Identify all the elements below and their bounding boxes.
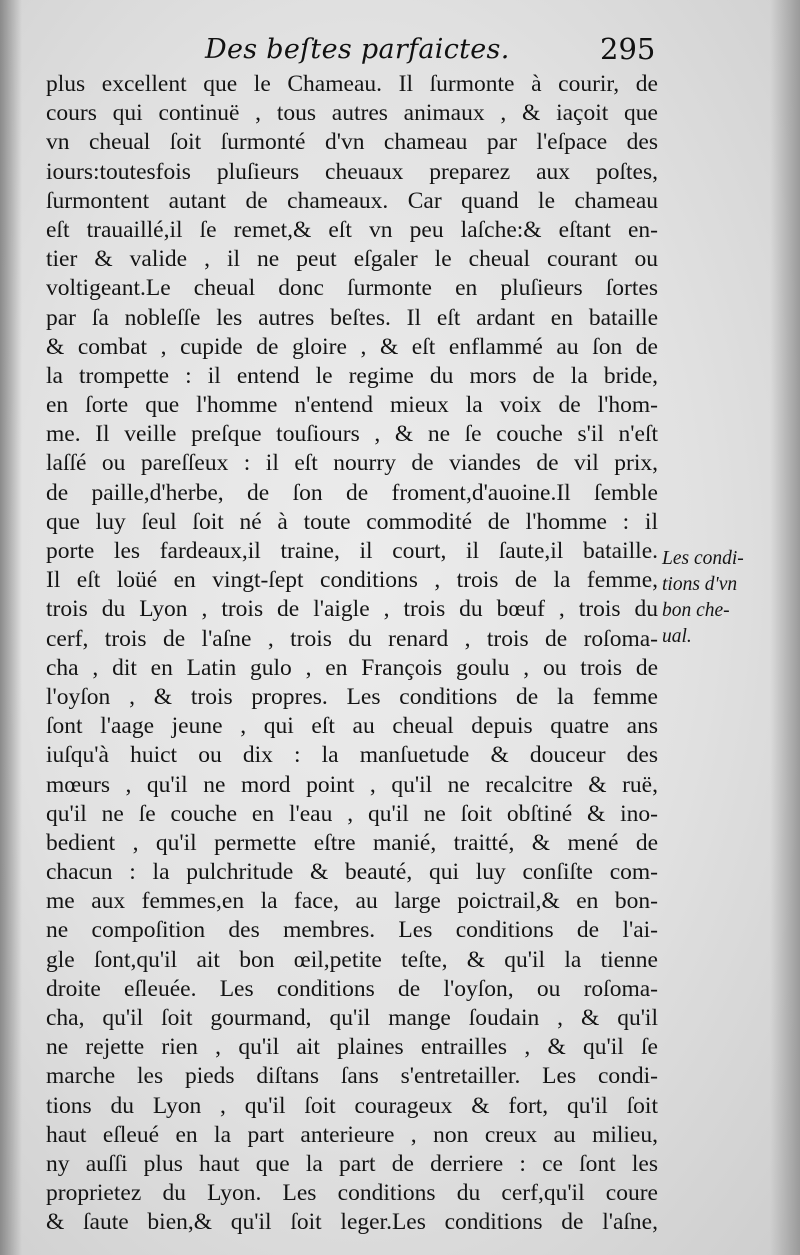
- text-line: cha , dit en Latin gulo , en François goulu , ou trois de: [46, 654, 658, 681]
- margin-note: [662, 546, 772, 650]
- text-line: haut eſleué en la part anterieure , non creux au milieu,: [46, 1121, 658, 1148]
- text-line: ne rejette rien , qu'il ait plaines entrailles , & qu'il ſe: [46, 1034, 658, 1061]
- text-line: que luy ſeul ſoit né à toute commodité de l'homme : il: [46, 508, 658, 535]
- text-line: ny auſſi plus haut que la part de derriere : ce ſont les: [46, 1150, 658, 1177]
- text-line: voltigeant.Le cheual donc ſurmonte en pluſieurs ſortes: [46, 275, 658, 302]
- text-line: de paille,d'herbe, de ſon de froment,d'auoine.Il ſemble: [46, 479, 658, 506]
- text-line: porte les fardeaux,il traine, il court, il ſaute,il bataille.: [46, 538, 658, 564]
- text-line: iuſqu'à huict ou dix : la manſuetude & douceur des: [46, 742, 658, 769]
- page-number: 295: [600, 32, 656, 66]
- text-line: ſurmontent autant de chameaux. Car quand le chameau: [46, 187, 658, 214]
- text-line: & combat , cupide de gloire , & eſt enflammé au ſon de: [46, 333, 658, 360]
- text-line: eſt trauaillé,il ſe remet,& eſt vn peu laſche:& eſtant en-: [46, 216, 658, 243]
- text-line: droite eſleuée. Les conditions de l'oyſon, ou roſoma-: [46, 975, 658, 1002]
- margin-note-line: ual.: [662, 626, 692, 647]
- text-line: la trompette : il entend le regime du mors de la bride,: [46, 362, 658, 389]
- text-line: plus excellent que le Chameau. Il ſurmonte à courir, de: [46, 71, 658, 97]
- text-line: me. Il veille preſque touſiours , & ne ſe couche s'il n'eſt: [46, 421, 658, 448]
- text-line: ſont l'aage jeune , qui eſt au cheual depuis quatre ans: [46, 713, 658, 740]
- text-line: en ſorte que l'homme n'entend mieux la voix de l'hom-: [46, 392, 658, 419]
- text-line: cours qui continuë , tous autres animaux , & iaçoit que: [46, 100, 658, 127]
- text-line: par ſa nobleſſe les autres beſtes. Il eſt ardant en bataille: [46, 304, 658, 331]
- running-title: Des beſtes parfaictes.: [205, 34, 510, 65]
- text-line: laſſé ou pareſſeux : il eſt nourry de viandes de vil prix,: [46, 450, 658, 477]
- text-line: qu'il ne ſe couche en l'eau , qu'il ne ſoit obſtiné & ino-: [46, 800, 658, 827]
- margin-note-line: bon che-: [662, 600, 730, 621]
- text-line: tions du Lyon , qu'il ſoit courageux & fort, qu'il ſoit: [46, 1092, 658, 1119]
- text-line: cerf, trois de l'aſne , trois du renard , trois de roſoma-: [46, 625, 658, 652]
- text-line: marche les pieds diſtans ſans s'entretailler. Les condi-: [46, 1063, 658, 1090]
- text-line: l'oyſon , & trois propres. Les conditions de la femme: [46, 683, 658, 710]
- text-line: tier & valide , il ne peut eſgaler le cheual courant ou: [46, 246, 658, 273]
- text-line: Il eſt loüé en vingt-ſept conditions , trois de la femme,: [46, 567, 658, 594]
- text-line: & ſaute bien,& qu'il ſoit leger.Les conditions de l'aſne,: [46, 1209, 658, 1236]
- body-text: [46, 70, 658, 1238]
- text-line: mœurs , qu'il ne mord point , qu'il ne recalcitre & ruë,: [46, 771, 658, 798]
- text-line: cha, qu'il ſoit gourmand, qu'il mange ſoudain , & qu'il: [46, 1005, 658, 1031]
- text-line: trois du Lyon , trois de l'aigle , trois du bœuf , trois du: [46, 596, 658, 623]
- text-line: iours:toutesfois pluſieurs cheuaux preparez aux poſtes,: [46, 158, 658, 185]
- text-line: vn cheual ſoit ſurmonté d'vn chameau par l'eſpace des: [46, 129, 658, 156]
- margin-note-line: Les condi-: [662, 548, 744, 569]
- page-header: [0, 30, 800, 70]
- text-line: gle ſont,qu'il ait bon œil,petite teſte, & qu'il la tienne: [46, 946, 658, 973]
- text-line: proprietez du Lyon. Les conditions du cerf,qu'il coure: [46, 1180, 658, 1207]
- text-line: chacun : la pulchritude & beauté, qui luy conſiſte com-: [46, 859, 658, 886]
- margin-note-line: tions d'vn: [662, 574, 738, 595]
- text-line: me aux femmes,en la face, au large poictrail,& en bon-: [46, 888, 658, 915]
- text-line: bedient , qu'il permette eſtre manié, traitté, & mené de: [46, 829, 658, 856]
- text-line: ne compoſition des membres. Les conditions de l'ai-: [46, 917, 658, 944]
